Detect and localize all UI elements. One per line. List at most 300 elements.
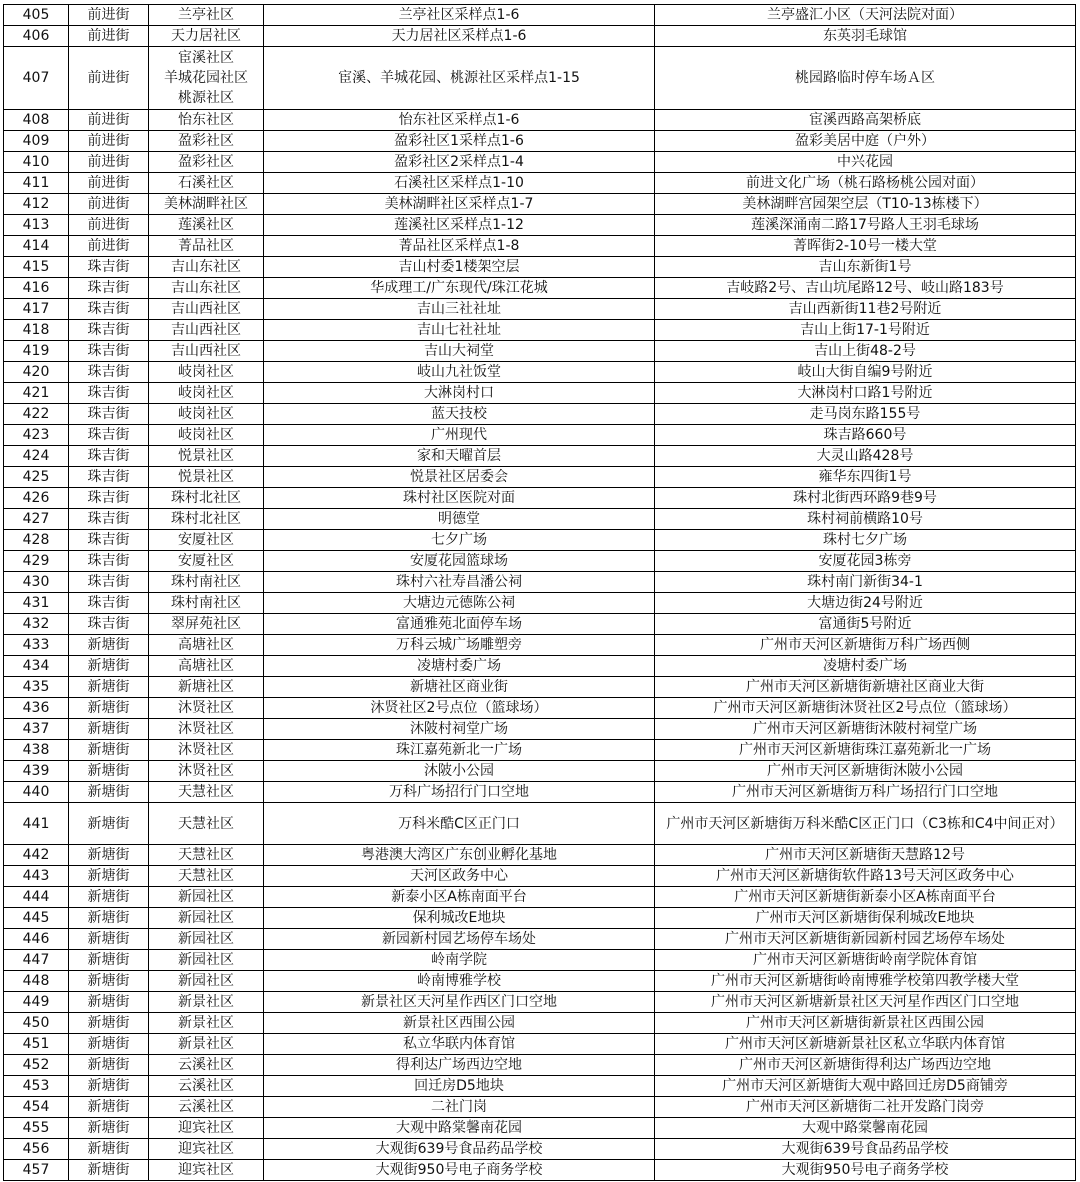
cell-community: 岐岗社区	[149, 383, 264, 404]
cell-number: 437	[4, 719, 69, 740]
cell-location: 吉岐路2号、吉山坑尾路12号、岐山路183号	[655, 278, 1076, 299]
table-row	[4, 887, 1076, 908]
cell-community: 新景社区	[149, 992, 264, 1013]
cell-sampling-site: 安厦花园篮球场	[264, 551, 655, 572]
cell-location: 广州市天河区新塘街新景社区西围公园	[655, 1013, 1076, 1034]
cell-street: 前进街	[69, 194, 149, 215]
table-row	[4, 236, 1076, 257]
cell-number: 423	[4, 425, 69, 446]
cell-community: 沐贤社区	[149, 719, 264, 740]
cell-location: 东英羽毛球馆	[655, 26, 1076, 47]
cell-community: 新园社区	[149, 887, 264, 908]
cell-number: 445	[4, 908, 69, 929]
table-row	[4, 1034, 1076, 1055]
cell-sampling-site: 广州现代	[264, 425, 655, 446]
cell-community: 新景社区	[149, 1013, 264, 1034]
cell-street: 新塘街	[69, 677, 149, 698]
cell-community: 珠村南社区	[149, 593, 264, 614]
cell-location: 凌塘村委广场	[655, 656, 1076, 677]
cell-community: 新塘社区	[149, 677, 264, 698]
cell-number: 453	[4, 1076, 69, 1097]
cell-street: 前进街	[69, 26, 149, 47]
cell-community: 天慧社区	[149, 845, 264, 866]
cell-sampling-site: 吉山三社社址	[264, 299, 655, 320]
cell-location: 广州市天河区新塘街万科米酷C区正门口（C3栋和C4中间正对）	[655, 803, 1076, 845]
cell-location: 前进文化广场（桃石路杨桃公园对面）	[655, 173, 1076, 194]
cell-location: 珠吉路660号	[655, 425, 1076, 446]
cell-number: 424	[4, 446, 69, 467]
cell-location: 吉山上街48-2号	[655, 341, 1076, 362]
cell-street: 新塘街	[69, 1034, 149, 1055]
cell-community: 天慧社区	[149, 803, 264, 845]
cell-location: 广州市天河区新塘街岭南学院体育馆	[655, 950, 1076, 971]
cell-location: 广州市天河区新塘街得利达广场西边空地	[655, 1055, 1076, 1076]
cell-community: 莲溪社区	[149, 215, 264, 236]
cell-community: 盈彩社区	[149, 131, 264, 152]
cell-number: 418	[4, 320, 69, 341]
table-row	[4, 152, 1076, 173]
cell-sampling-site: 珠村社区医院对面	[264, 488, 655, 509]
cell-number: 422	[4, 404, 69, 425]
cell-location: 美林湖畔宫园架空层（T10-13栋楼下）	[655, 194, 1076, 215]
cell-number: 444	[4, 887, 69, 908]
cell-street: 新塘街	[69, 719, 149, 740]
cell-location: 广州市天河区新塘街天慧路12号	[655, 845, 1076, 866]
cell-sampling-site: 蓝天技校	[264, 404, 655, 425]
cell-street: 新塘街	[69, 782, 149, 803]
cell-community: 天慧社区	[149, 866, 264, 887]
cell-number: 406	[4, 26, 69, 47]
cell-community: 新园社区	[149, 908, 264, 929]
table-row	[4, 677, 1076, 698]
cell-street: 珠吉街	[69, 572, 149, 593]
cell-number: 439	[4, 761, 69, 782]
cell-community: 迎宾社区	[149, 1118, 264, 1139]
cell-street: 新塘街	[69, 1160, 149, 1181]
cell-sampling-site: 万科广场招行门口空地	[264, 782, 655, 803]
table-row	[4, 446, 1076, 467]
cell-sampling-site: 新景社区西围公园	[264, 1013, 655, 1034]
cell-community: 盈彩社区	[149, 152, 264, 173]
cell-sampling-site: 沐陂小公园	[264, 761, 655, 782]
cell-community: 安厦社区	[149, 530, 264, 551]
cell-street: 珠吉街	[69, 614, 149, 635]
cell-number: 430	[4, 572, 69, 593]
cell-street: 新塘街	[69, 866, 149, 887]
cell-sampling-site: 大观中路棠馨南花园	[264, 1118, 655, 1139]
table-row	[4, 1097, 1076, 1118]
cell-street: 前进街	[69, 173, 149, 194]
cell-street: 新塘街	[69, 908, 149, 929]
cell-number: 414	[4, 236, 69, 257]
table-row	[4, 593, 1076, 614]
table-row	[4, 509, 1076, 530]
cell-street: 新塘街	[69, 1055, 149, 1076]
cell-sampling-site: 岭南博雅学校	[264, 971, 655, 992]
cell-sampling-site: 私立华联内体育馆	[264, 1034, 655, 1055]
cell-location: 大观中路棠馨南花园	[655, 1118, 1076, 1139]
cell-street: 新塘街	[69, 1118, 149, 1139]
cell-sampling-site: 沐陂村祠堂广场	[264, 719, 655, 740]
cell-community: 吉山西社区	[149, 341, 264, 362]
cell-community: 岐岗社区	[149, 362, 264, 383]
table-row	[4, 341, 1076, 362]
cell-street: 珠吉街	[69, 278, 149, 299]
cell-street: 珠吉街	[69, 383, 149, 404]
cell-street: 珠吉街	[69, 593, 149, 614]
cell-number: 419	[4, 341, 69, 362]
cell-sampling-site: 得利达广场西边空地	[264, 1055, 655, 1076]
cell-street: 前进街	[69, 215, 149, 236]
cell-street: 新塘街	[69, 929, 149, 950]
cell-location: 广州市天河区新塘街万科广场西侧	[655, 635, 1076, 656]
cell-location: 广州市天河区新塘街万科广场招行门口空地	[655, 782, 1076, 803]
cell-sampling-site: 盈彩社区1采样点1-6	[264, 131, 655, 152]
cell-number: 412	[4, 194, 69, 215]
cell-sampling-site: 新泰小区A栋南面平台	[264, 887, 655, 908]
cell-location: 广州市天河区新塘街软件路13号天河区政务中心	[655, 866, 1076, 887]
cell-sampling-site: 珠江嘉苑新北一广场	[264, 740, 655, 761]
cell-street: 新塘街	[69, 992, 149, 1013]
cell-sampling-site: 吉山村委1楼架空层	[264, 257, 655, 278]
cell-location: 中兴花园	[655, 152, 1076, 173]
table-row	[4, 488, 1076, 509]
cell-community: 沐贤社区	[149, 761, 264, 782]
cell-location: 吉山上街17-1号附近	[655, 320, 1076, 341]
cell-sampling-site: 盈彩社区2采样点1-4	[264, 152, 655, 173]
cell-sampling-site: 大观街639号食品药品学校	[264, 1139, 655, 1160]
cell-sampling-site: 大观街950号电子商务学校	[264, 1160, 655, 1181]
table-row	[4, 740, 1076, 761]
table-row	[4, 971, 1076, 992]
cell-sampling-site: 岭南学院	[264, 950, 655, 971]
cell-street: 新塘街	[69, 1013, 149, 1034]
cell-location: 广州市天河区新塘新景社区天河星作西区门口空地	[655, 992, 1076, 1013]
cell-community: 迎宾社区	[149, 1160, 264, 1181]
cell-location: 大灵山路428号	[655, 446, 1076, 467]
cell-community: 翠屏苑社区	[149, 614, 264, 635]
cell-number: 429	[4, 551, 69, 572]
cell-community: 宦溪社区 羊城花园社区 桃源社区	[149, 47, 264, 110]
cell-street: 前进街	[69, 5, 149, 26]
table-row	[4, 383, 1076, 404]
table-row	[4, 551, 1076, 572]
sampling-sites-table	[3, 4, 1076, 1181]
cell-community: 迎宾社区	[149, 1139, 264, 1160]
table-row	[4, 992, 1076, 1013]
cell-number: 405	[4, 5, 69, 26]
sampling-sites-table-wrapper	[3, 4, 1075, 1181]
cell-street: 新塘街	[69, 635, 149, 656]
cell-number: 448	[4, 971, 69, 992]
cell-location: 安厦花园3栋旁	[655, 551, 1076, 572]
cell-number: 450	[4, 1013, 69, 1034]
table-row	[4, 698, 1076, 719]
cell-sampling-site: 明德堂	[264, 509, 655, 530]
cell-street: 前进街	[69, 152, 149, 173]
cell-sampling-site: 万科云城广场雕塑旁	[264, 635, 655, 656]
cell-street: 前进街	[69, 131, 149, 152]
cell-community: 沐贤社区	[149, 698, 264, 719]
cell-street: 珠吉街	[69, 299, 149, 320]
table-row	[4, 866, 1076, 887]
cell-location: 岐山大街自编9号附近	[655, 362, 1076, 383]
cell-street: 新塘街	[69, 950, 149, 971]
cell-location: 桃园路临时停车场Ａ区	[655, 47, 1076, 110]
cell-number: 408	[4, 110, 69, 131]
cell-street: 珠吉街	[69, 488, 149, 509]
cell-location: 广州市天河区新塘街沐陂村祠堂广场	[655, 719, 1076, 740]
cell-community: 安厦社区	[149, 551, 264, 572]
cell-sampling-site: 粤港澳大湾区广东创业孵化基地	[264, 845, 655, 866]
cell-number: 413	[4, 215, 69, 236]
cell-sampling-site: 悦景社区居委会	[264, 467, 655, 488]
cell-location: 大观街639号食品药品学校	[655, 1139, 1076, 1160]
cell-community: 新景社区	[149, 1034, 264, 1055]
cell-location: 广州市天河区新塘街新塘社区商业大街	[655, 677, 1076, 698]
cell-sampling-site: 华成理工/广东现代/珠江花城	[264, 278, 655, 299]
table-row	[4, 467, 1076, 488]
table-row	[4, 572, 1076, 593]
cell-location: 吉山西新街11巷2号附近	[655, 299, 1076, 320]
cell-number: 409	[4, 131, 69, 152]
cell-sampling-site: 富通雅苑北面停车场	[264, 614, 655, 635]
cell-sampling-site: 天河区政务中心	[264, 866, 655, 887]
cell-street: 珠吉街	[69, 467, 149, 488]
cell-community: 高塘社区	[149, 656, 264, 677]
cell-number: 431	[4, 593, 69, 614]
cell-community: 新园社区	[149, 929, 264, 950]
cell-sampling-site: 保利城改E地块	[264, 908, 655, 929]
cell-community: 兰亭社区	[149, 5, 264, 26]
table-row	[4, 173, 1076, 194]
cell-sampling-site: 怡东社区采样点1-6	[264, 110, 655, 131]
table-row	[4, 614, 1076, 635]
cell-location: 广州市天河区新塘街新泰小区A栋南面平台	[655, 887, 1076, 908]
table-row	[4, 635, 1076, 656]
cell-location: 走马岗东路155号	[655, 404, 1076, 425]
table-row	[4, 656, 1076, 677]
cell-location: 广州市天河区新塘街大观中路回迁房D5商铺旁	[655, 1076, 1076, 1097]
table-row	[4, 110, 1076, 131]
cell-number: 420	[4, 362, 69, 383]
cell-number: 447	[4, 950, 69, 971]
cell-number: 428	[4, 530, 69, 551]
cell-street: 珠吉街	[69, 320, 149, 341]
cell-number: 440	[4, 782, 69, 803]
cell-sampling-site: 大塘边元德陈公祠	[264, 593, 655, 614]
cell-sampling-site: 珠村六社寿昌潘公祠	[264, 572, 655, 593]
cell-number: 456	[4, 1139, 69, 1160]
cell-number: 442	[4, 845, 69, 866]
cell-location: 莲溪深涌南二路17号路人王羽毛球场	[655, 215, 1076, 236]
cell-community: 云溪社区	[149, 1055, 264, 1076]
cell-number: 457	[4, 1160, 69, 1181]
cell-location: 盈彩美居中庭（户外）	[655, 131, 1076, 152]
cell-number: 436	[4, 698, 69, 719]
cell-sampling-site: 石溪社区采样点1-10	[264, 173, 655, 194]
cell-community: 珠村北社区	[149, 488, 264, 509]
cell-street: 珠吉街	[69, 404, 149, 425]
cell-community: 沐贤社区	[149, 740, 264, 761]
cell-number: 421	[4, 383, 69, 404]
table-body	[4, 5, 1076, 1181]
table-row	[4, 131, 1076, 152]
cell-sampling-site: 凌塘村委广场	[264, 656, 655, 677]
cell-number: 454	[4, 1097, 69, 1118]
cell-location: 珠村七夕广场	[655, 530, 1076, 551]
cell-community: 天慧社区	[149, 782, 264, 803]
cell-sampling-site: 吉山大祠堂	[264, 341, 655, 362]
cell-street: 新塘街	[69, 698, 149, 719]
table-row	[4, 1118, 1076, 1139]
cell-street: 前进街	[69, 236, 149, 257]
cell-sampling-site: 家和天曜首层	[264, 446, 655, 467]
table-row	[4, 215, 1076, 236]
cell-sampling-site: 岐山九社饭堂	[264, 362, 655, 383]
cell-number: 417	[4, 299, 69, 320]
cell-community: 石溪社区	[149, 173, 264, 194]
table-row	[4, 908, 1076, 929]
cell-street: 珠吉街	[69, 425, 149, 446]
cell-location: 兰亭盛汇小区（天河法院对面）	[655, 5, 1076, 26]
table-row	[4, 845, 1076, 866]
cell-number: 434	[4, 656, 69, 677]
cell-location: 菁晖街2-10号一楼大堂	[655, 236, 1076, 257]
cell-location: 珠村北街西环路9巷9号	[655, 488, 1076, 509]
table-row	[4, 782, 1076, 803]
table-row	[4, 362, 1076, 383]
table-row	[4, 26, 1076, 47]
cell-community: 吉山东社区	[149, 257, 264, 278]
cell-street: 新塘街	[69, 1097, 149, 1118]
cell-community: 珠村南社区	[149, 572, 264, 593]
cell-community: 悦景社区	[149, 446, 264, 467]
table-row	[4, 761, 1076, 782]
cell-number: 411	[4, 173, 69, 194]
cell-community: 吉山西社区	[149, 320, 264, 341]
cell-community: 天力居社区	[149, 26, 264, 47]
table-row	[4, 929, 1076, 950]
cell-number: 432	[4, 614, 69, 635]
cell-sampling-site: 新园新村园艺场停车场处	[264, 929, 655, 950]
table-row	[4, 299, 1076, 320]
cell-community: 云溪社区	[149, 1076, 264, 1097]
cell-street: 珠吉街	[69, 341, 149, 362]
cell-location: 广州市天河区新塘街岭南博雅学校第四教学楼大堂	[655, 971, 1076, 992]
table-row	[4, 5, 1076, 26]
cell-number: 435	[4, 677, 69, 698]
cell-location: 宦溪西路高架桥底	[655, 110, 1076, 131]
cell-community: 新园社区	[149, 971, 264, 992]
cell-sampling-site: 新塘社区商业街	[264, 677, 655, 698]
cell-street: 新塘街	[69, 1076, 149, 1097]
cell-number: 449	[4, 992, 69, 1013]
table-row	[4, 719, 1076, 740]
cell-street: 珠吉街	[69, 509, 149, 530]
table-row	[4, 950, 1076, 971]
cell-street: 新塘街	[69, 740, 149, 761]
cell-community: 悦景社区	[149, 467, 264, 488]
cell-sampling-site: 大淋岗村口	[264, 383, 655, 404]
cell-number: 410	[4, 152, 69, 173]
table-row	[4, 47, 1076, 110]
table-row	[4, 803, 1076, 845]
cell-community: 岐岗社区	[149, 404, 264, 425]
cell-street: 新塘街	[69, 845, 149, 866]
cell-street: 珠吉街	[69, 530, 149, 551]
cell-location: 广州市天河区新塘街新园新村园艺场停车场处	[655, 929, 1076, 950]
table-row	[4, 257, 1076, 278]
table-row	[4, 1160, 1076, 1181]
cell-location: 大塘边街24号附近	[655, 593, 1076, 614]
table-row	[4, 1139, 1076, 1160]
cell-location: 珠村南门新街34-1	[655, 572, 1076, 593]
cell-number: 451	[4, 1034, 69, 1055]
cell-sampling-site: 沐贤社区2号点位（篮球场）	[264, 698, 655, 719]
cell-number: 407	[4, 47, 69, 110]
cell-sampling-site: 美林湖畔社区采样点1-7	[264, 194, 655, 215]
cell-community: 岐岗社区	[149, 425, 264, 446]
cell-sampling-site: 莲溪社区采样点1-12	[264, 215, 655, 236]
cell-community: 珠村北社区	[149, 509, 264, 530]
cell-number: 455	[4, 1118, 69, 1139]
cell-street: 新塘街	[69, 1139, 149, 1160]
cell-number: 427	[4, 509, 69, 530]
table-row	[4, 1076, 1076, 1097]
cell-number: 426	[4, 488, 69, 509]
cell-number: 441	[4, 803, 69, 845]
cell-sampling-site: 七夕广场	[264, 530, 655, 551]
table-row	[4, 404, 1076, 425]
cell-number: 433	[4, 635, 69, 656]
cell-street: 新塘街	[69, 656, 149, 677]
cell-street: 珠吉街	[69, 551, 149, 572]
cell-community: 吉山东社区	[149, 278, 264, 299]
cell-community: 菁品社区	[149, 236, 264, 257]
cell-street: 新塘街	[69, 803, 149, 845]
cell-street: 新塘街	[69, 971, 149, 992]
cell-sampling-site: 兰亭社区采样点1-6	[264, 5, 655, 26]
table-row	[4, 278, 1076, 299]
cell-sampling-site: 天力居社区采样点1-6	[264, 26, 655, 47]
table-row	[4, 194, 1076, 215]
cell-street: 珠吉街	[69, 257, 149, 278]
cell-number: 416	[4, 278, 69, 299]
table-row	[4, 1055, 1076, 1076]
cell-street: 新塘街	[69, 887, 149, 908]
cell-location: 珠村祠前横路10号	[655, 509, 1076, 530]
cell-sampling-site: 新景社区天河星作西区门口空地	[264, 992, 655, 1013]
cell-sampling-site: 回迁房D5地块	[264, 1076, 655, 1097]
cell-sampling-site: 菁品社区采样点1-8	[264, 236, 655, 257]
cell-location: 富通街5号附近	[655, 614, 1076, 635]
table-row	[4, 320, 1076, 341]
cell-number: 446	[4, 929, 69, 950]
cell-number: 425	[4, 467, 69, 488]
cell-community: 怡东社区	[149, 110, 264, 131]
cell-location: 吉山东新街1号	[655, 257, 1076, 278]
table-row	[4, 425, 1076, 446]
cell-number: 438	[4, 740, 69, 761]
cell-sampling-site: 吉山七社社址	[264, 320, 655, 341]
cell-location: 雍华东四街1号	[655, 467, 1076, 488]
cell-community: 美林湖畔社区	[149, 194, 264, 215]
cell-location: 大淋岗村口路1号附近	[655, 383, 1076, 404]
cell-number: 415	[4, 257, 69, 278]
cell-sampling-site: 二社门岗	[264, 1097, 655, 1118]
table-row	[4, 530, 1076, 551]
